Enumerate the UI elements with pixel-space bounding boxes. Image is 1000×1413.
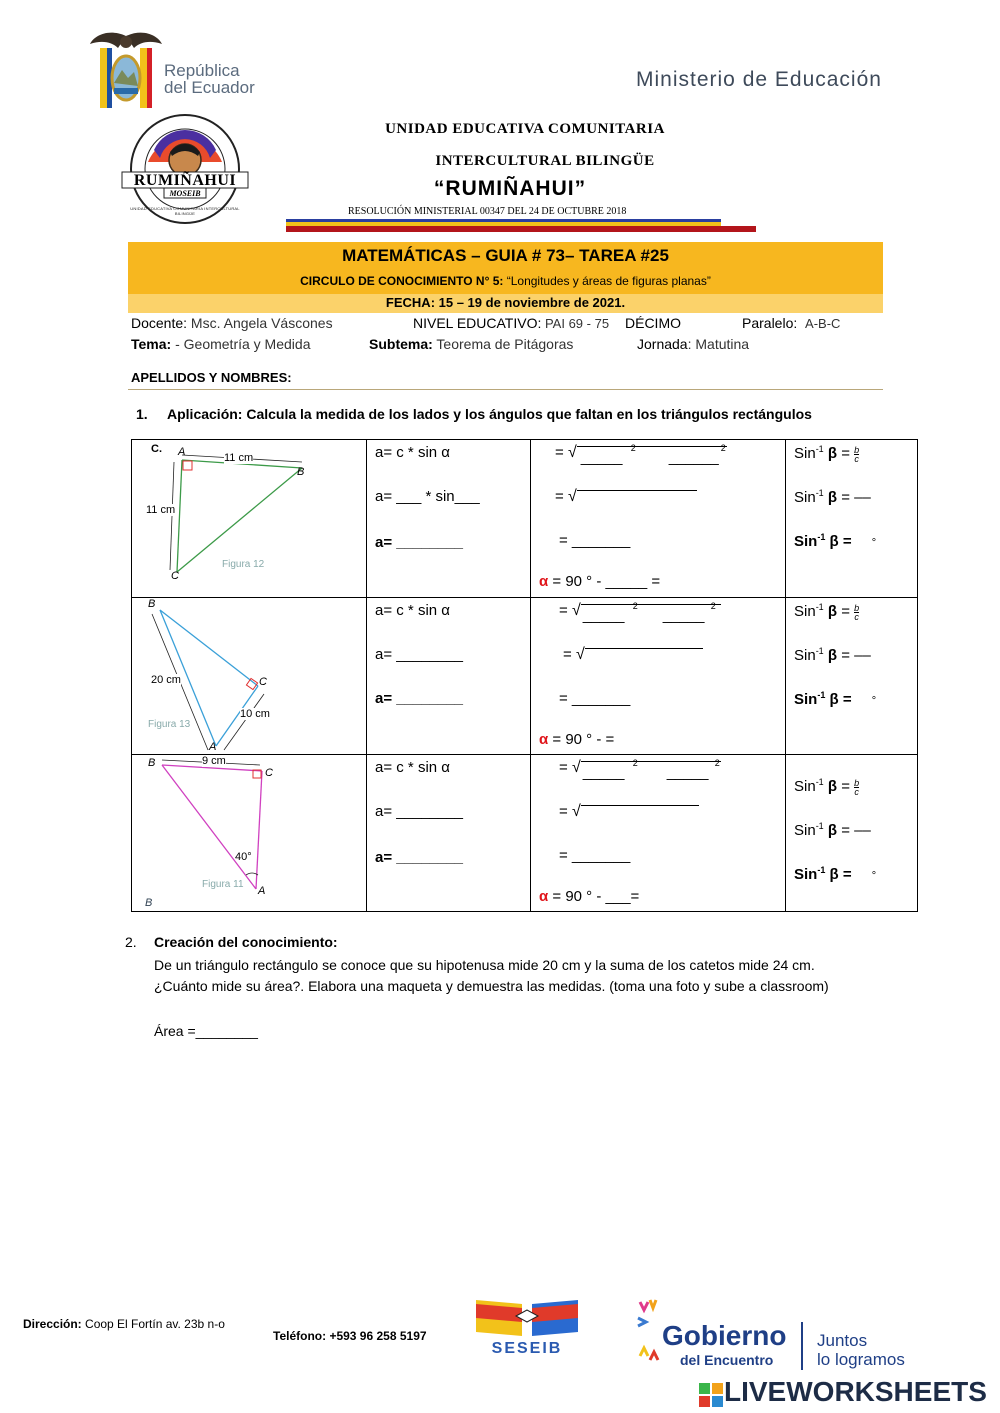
school-line2: INTERCULTURAL BILINGÜE: [435, 153, 655, 169]
work-table: [131, 439, 918, 912]
juntos-line2: lo logramos: [817, 1350, 905, 1369]
alpha-line: α = 90 ° - =: [539, 731, 615, 748]
formula-line: a= ________: [375, 803, 464, 820]
area-answer: Área =________: [154, 1023, 258, 1039]
juntos-line1: Juntos: [817, 1331, 868, 1350]
sin-line-1: Sin$^{-1}$ β = $\frac{b}{c}$: [794, 444, 860, 464]
address: Dirección: Coop El Fortín av. 23b n-o: [23, 1317, 225, 1331]
resolution: RESOLUCIÓN MINISTERIAL 00347 DEL 24 DE OCTUBRE 2018: [348, 206, 627, 217]
school-name: “RUMIÑAHUI”: [433, 177, 587, 200]
pythagoras-cell: [531, 755, 786, 912]
circle-label: CIRCULO DE CONOCIMIENTO N° 5:: [300, 274, 504, 288]
result-line: = _______: [559, 847, 631, 864]
vertex-c: C: [265, 767, 273, 779]
sqrt-line-2: = √: [563, 646, 703, 664]
result-line: = _______: [559, 690, 631, 707]
side-right-label: 10 cm: [240, 708, 270, 720]
school-seal-ring-text: UNIDAD EDUCATIVA COMUNITARIA INTERCULTURAL BILINGÜE: [130, 206, 240, 216]
fraction: $\frac{b}{c}$: [854, 777, 860, 797]
logo-divider: [801, 1322, 803, 1370]
vertex-a: A: [178, 446, 186, 458]
q2-number: 2.: [125, 934, 137, 950]
apellidos-label: APELLIDOS Y NOMBRES:: [131, 370, 292, 385]
tema: Tema: - Geometría y Medida: [131, 336, 311, 352]
docente: Docente: Msc. Angela Váscones: [131, 315, 333, 331]
side-left-label: 11 cm: [146, 504, 176, 516]
sqrt-line-2: = √: [559, 803, 699, 821]
sin-cell: [786, 755, 918, 912]
fraction: $\frac{b}{c}$: [854, 444, 860, 464]
formula-line: a= ___ * sin___: [375, 488, 480, 505]
sin-line-2: Sin$^{-1}$ β = ––: [794, 646, 871, 664]
ecuador-coat-of-arms-icon: [88, 28, 164, 116]
q1-number: 1.: [136, 406, 148, 422]
fig-corner: C.: [151, 443, 162, 455]
sqrt-line-1: = √ _____ 2 ______ 2: [555, 442, 726, 466]
sqrt-icon: √: [575, 646, 585, 663]
sqrt-icon: √: [571, 759, 581, 776]
sin-cell: [786, 440, 918, 598]
nivel: NIVEL EDUCATIVO: PAI 69 - 75: [413, 315, 610, 331]
alpha-line: α = 90 ° - _____ =: [539, 573, 661, 590]
republic-line2: del Ecuador: [164, 78, 255, 97]
sin-line-1: Sin$^{-1}$ β = $\frac{b}{c}$: [794, 777, 860, 797]
triangle-figure-11: [132, 755, 366, 911]
vertex-c: C: [171, 570, 179, 582]
table-row: [132, 755, 918, 912]
pythagoras-cell: [531, 598, 786, 755]
school-line1: UNIDAD EDUCATIVA COMUNITARIA: [385, 121, 665, 137]
sin-line-3: Sin$^{-1}$ β = °: [794, 532, 877, 550]
gobierno-line1: Gobierno: [662, 1320, 787, 1351]
q2-line2: ¿Cuánto mide su área?. Elabora una maqueta y demuestra las medidas. (toma una foto y sube a classroom): [154, 978, 829, 994]
liveworksheets-icon: [699, 1383, 723, 1407]
gobierno-logo-icon: [636, 1298, 662, 1368]
sqrt-icon: √: [571, 803, 581, 820]
figure-caption: Figura 13: [148, 719, 191, 730]
liveworksheets-brand: LIVEWORKSHEETS: [724, 1376, 987, 1407]
figure-cell: [132, 598, 367, 755]
knowledge-circle: [128, 274, 883, 288]
sin-line-3: Sin$^{-1}$ β = °: [794, 690, 877, 708]
sqrt-icon: √: [571, 602, 581, 619]
formula-line: a= c * sin α: [375, 444, 450, 461]
school-seal-name: RUMIÑAHUI: [133, 172, 237, 189]
q2-line1: De un triángulo rectángulo se conoce que su hipotenusa mide 20 cm y la suma de los catetos mide 24 cm.: [154, 957, 815, 973]
sqrt-line-1: = √ _____ 2 _____ 2: [559, 757, 720, 781]
pythagoras-cell: [531, 440, 786, 598]
formula-line: a= ________: [375, 849, 464, 866]
page-title: MATEMÁTICAS – GUIA # 73– TAREA #25: [342, 246, 669, 265]
header-stripe-red: [286, 226, 756, 232]
side-left-label: 20 cm: [151, 674, 181, 686]
figure-cell: [132, 440, 367, 598]
table-row: [132, 598, 918, 755]
subtema: Subtema: Teorema de Pitágoras: [369, 336, 574, 352]
q1-text: Aplicación: Calcula la medida de los lados y los ángulos que faltan en los triángulos rectángulos: [167, 406, 812, 422]
side-top-label: 9 cm: [202, 755, 226, 767]
formula-line: a= c * sin α: [375, 602, 450, 619]
decimo: DÉCIMO: [625, 315, 681, 331]
sin-line-1: Sin$^{-1}$ β = $\frac{b}{c}$: [794, 602, 860, 622]
sqrt-icon: √: [567, 488, 577, 505]
name-line: [128, 389, 883, 390]
formula-cell: [367, 755, 531, 912]
side-top-label: 11 cm: [224, 452, 254, 464]
fraction: $\frac{b}{c}$: [854, 602, 860, 622]
figure-caption: Figura 11: [202, 879, 244, 890]
table-row: [132, 440, 918, 598]
sin-line-3: Sin$^{-1}$ β = °: [794, 865, 877, 883]
formula-line: a= ________: [375, 690, 464, 707]
figure-caption: Figura 12: [222, 559, 265, 570]
alpha-line: α = 90 ° - ___=: [539, 888, 640, 905]
republic-line1: República: [164, 61, 240, 80]
circle-value: “Longitudes y áreas de figuras planas”: [503, 274, 711, 288]
formula-line: a= c * sin α: [375, 759, 450, 776]
vertex-b: B: [148, 757, 156, 769]
sin-cell: [786, 598, 918, 755]
q2-title: Creación del conocimiento:: [154, 934, 338, 950]
date-line: FECHA: 15 – 19 de noviembre de 2021.: [385, 295, 626, 310]
paralelo: Paralelo: A-B-C: [742, 315, 841, 331]
formula-line: a= ________: [375, 534, 464, 551]
ministry-title: Ministerio de Educación: [636, 68, 882, 91]
vertex-b: B: [297, 466, 305, 478]
seseib-text: SESEIB: [491, 1340, 563, 1357]
seseib-logo-icon: [472, 1296, 582, 1344]
vertex-a: A: [209, 741, 217, 753]
result-line: = _______: [559, 532, 631, 549]
jornada: Jornada: Matutina: [637, 336, 750, 352]
vertex-c: C: [259, 676, 267, 688]
sqrt-icon: √: [567, 444, 577, 461]
sqrt-line-2: = √: [555, 488, 697, 506]
vertex-a: A: [258, 885, 266, 897]
fig-corner: B: [145, 897, 153, 909]
sin-line-2: Sin$^{-1}$ β = ––: [794, 821, 871, 839]
formula-line: a= ________: [375, 646, 464, 663]
angle-label: 40°: [235, 851, 252, 863]
figure-cell: [132, 755, 367, 912]
vertex-b: B: [148, 598, 156, 610]
formula-cell: [367, 440, 531, 598]
phone: Teléfono: +593 96 258 5197: [273, 1329, 427, 1343]
sqrt-line-1: = √ _____ 2 _____ 2: [559, 602, 721, 620]
sin-line-2: Sin$^{-1}$ β = ––: [794, 488, 871, 506]
gobierno-line2: del Encuentro: [680, 1352, 774, 1368]
school-seal-badge: MOSEIB: [169, 189, 201, 198]
formula-cell: [367, 598, 531, 755]
